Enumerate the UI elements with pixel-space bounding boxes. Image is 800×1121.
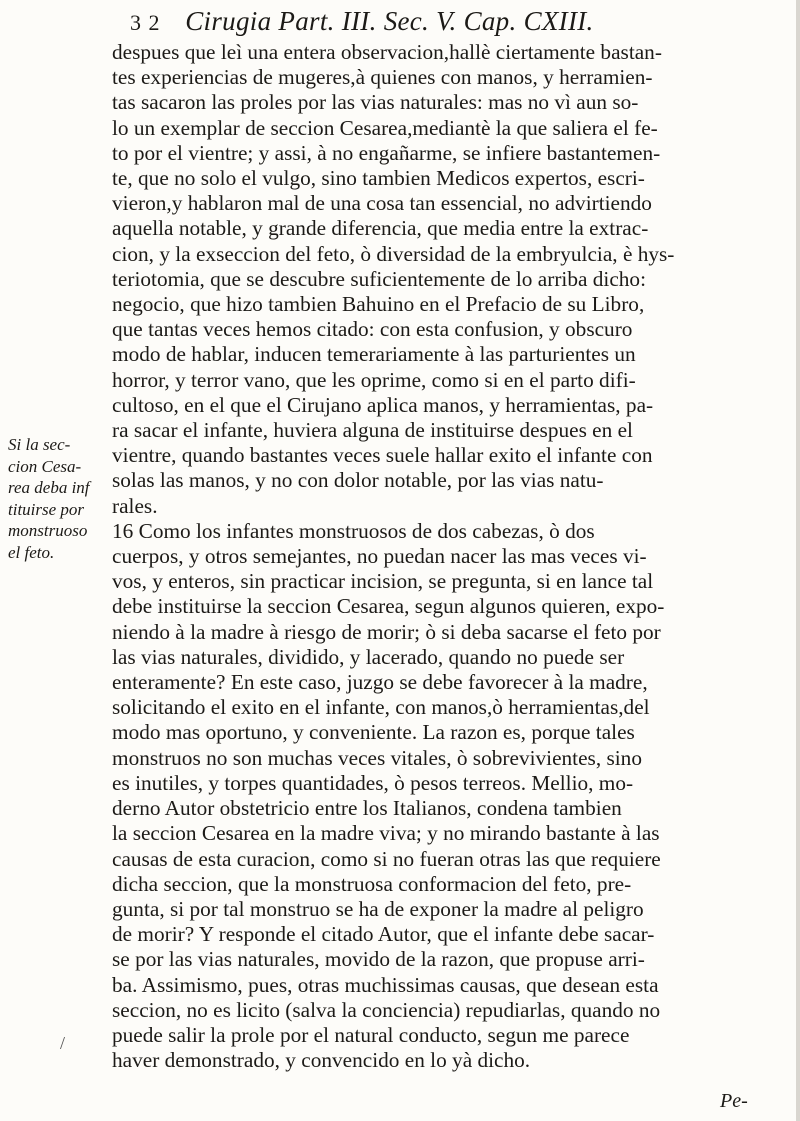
text-line: causas de esta curacion, como si no fueran otras las que requiere <box>112 846 661 871</box>
text-line: la seccion Cesarea en la madre viva; y no mirando bastante à las <box>112 821 660 846</box>
text-line: enteramente? En este caso, juzgo se debe favorecer à la madre, <box>112 670 648 695</box>
text-line: solicitando el exito en el infante, con manos,ò herramientas,del <box>112 695 650 720</box>
margin-note-line: el feto. <box>8 542 55 562</box>
text-line: haver demonstrado, y convencido en lo yà dicho. <box>112 1048 531 1073</box>
text-line: cultoso, en el que el Cirujano aplica manos, y herramientas, pa- <box>112 392 654 417</box>
text-line: teriotomia, que se descubre suficientemente de lo arriba dicho: <box>112 266 646 291</box>
text-line: rales. <box>112 493 158 518</box>
page-edge <box>796 0 800 1121</box>
text-line: vientre, quando bastantes veces suele hallar exito el infante con <box>112 443 653 468</box>
text-line: despues que leì una entera observacion,hallè ciertamente bastan- <box>112 40 662 64</box>
text-line: vieron,y hablaron mal de una cosa tan essencial, no advirtiendo <box>112 191 652 216</box>
running-title: Cirugia Part. III. Sec. V. Cap. CXIII. <box>185 6 594 36</box>
text-line: se por las vias naturales, movido de la razon, que propuse arri- <box>112 947 645 972</box>
text-line: puede salir la prole por el natural conducto, segun me parece <box>112 1022 630 1047</box>
margin-mark: / <box>60 1033 66 1053</box>
text-line: horror, y terror vano, que les oprime, como si en el parto difi- <box>112 367 636 392</box>
text-line: monstruos no son muchas veces vitales, ò sobrevivientes, sino <box>112 745 642 770</box>
text-line: modo mas oportuno, y conveniente. La razon es, porque tales <box>112 720 635 745</box>
text-line: seccion, no es licito (salva la conciencia) repudiarlas, quando no <box>112 997 661 1022</box>
margin-note-line: rea deba inf <box>8 478 90 497</box>
text-line: dicha seccion, que la monstruosa conformacion del feto, pre- <box>112 871 632 896</box>
margin-note-line: cion Cesa- <box>8 456 82 476</box>
text-line: gunta, si por tal monstruo se ha de exponer la madre al peligro <box>112 896 644 921</box>
text-line: que tantas veces hemos citado: con esta confusion, y obscuro <box>112 317 633 342</box>
text-line: niendo à la madre à riesgo de morir; ò si deba sacarse el feto por <box>112 619 661 644</box>
text-line: es inutiles, y torpes quantidades, ò pesos terreos. Mellio, mo- <box>112 770 634 795</box>
text-line: cion, y la exseccion del feto, ò diversidad de la embryulcia, è hys- <box>112 241 675 266</box>
text-line: tas sacaron las proles por las vias naturales: mas no vì aun so- <box>112 90 639 115</box>
text-line: debe instituirse la seccion Cesarea, segun algunos quieren, expo- <box>112 594 665 619</box>
text-line: ra sacar el infante, huviera alguna de instituirse despues en el <box>112 418 633 443</box>
text-line: aquella notable, y grande diferencia, que media entre la extrac- <box>112 216 649 241</box>
text-line: modo de hablar, inducen temerariamente à las parturientes un <box>112 342 636 367</box>
text-line: to por el vientre; y assi, à no engañarme, se infiere bastantemen- <box>112 140 661 165</box>
margin-note <box>8 434 106 563</box>
text-line: solas las manos, y no con dolor notable, por las vias natu- <box>112 468 604 493</box>
text-line: de morir? Y responde el citado Autor, que el infante debe sacar- <box>112 922 655 947</box>
margin-note-line: Si la sec- <box>8 435 71 454</box>
text-line: 16 Como los infantes monstruosos de dos cabezas, ò dos <box>112 518 595 543</box>
page-header <box>130 2 770 42</box>
text-line: lo un exemplar de seccion Cesarea,mediantè la que saliera el fe- <box>112 115 658 140</box>
text-line: cuerpos, y otros semejantes, no puedan nacer las mas veces vi- <box>112 544 647 569</box>
body-text <box>112 40 782 1073</box>
text-line: las vias naturales, dividido, y lacerado, quando no puede ser <box>112 644 625 669</box>
text-line: tes experiencias de mugeres,à quienes con manos, y herramien- <box>112 65 653 90</box>
page-number: 3 2 <box>130 10 161 35</box>
text-line: negocio, que hizo tambien Bahuino en el Prefacio de su Libro, <box>112 292 645 317</box>
margin-note-line: monstruoso <box>8 521 88 540</box>
text-line: ba. Assimismo, pues, otras muchissimas causas, que desean esta <box>112 972 659 997</box>
text-line: te, que no solo el vulgo, sino tambien Medicos expertos, escri- <box>112 166 645 191</box>
margin-note-line: tituirse por <box>8 499 85 519</box>
text-line: derno Autor obstetricio entre los Italianos, condena tambien <box>112 796 622 821</box>
text-line: vos, y enteros, sin practicar incision, se pregunta, si en lance tal <box>112 569 654 594</box>
catchword: Pe- <box>720 1090 748 1112</box>
